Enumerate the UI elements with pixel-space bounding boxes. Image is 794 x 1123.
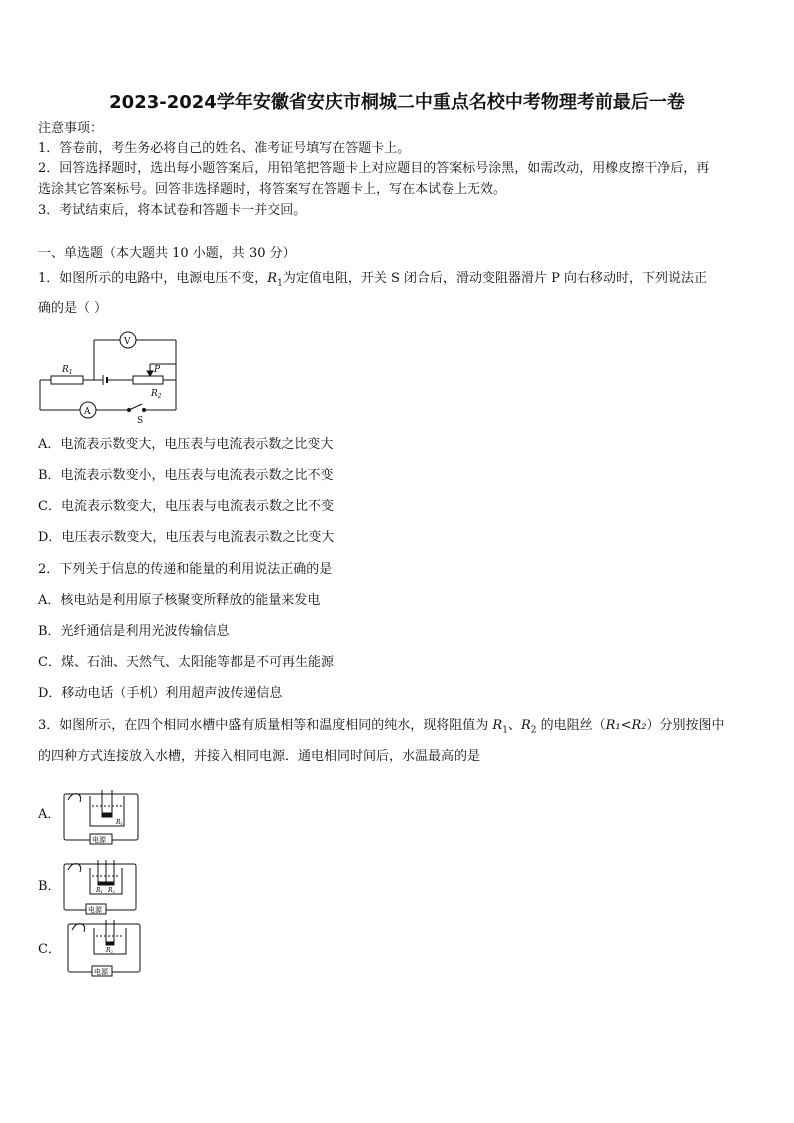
- q1-stem-cont: 确的是（ ）: [38, 301, 108, 316]
- notice-item-1: 1．答卷前，考生务必将自己的姓名、准考证号填写在答题卡上。: [38, 141, 411, 156]
- q3-sep: 、: [507, 718, 521, 733]
- q1-option-b[interactable]: B．电流表示数变小，电压表与电流表示数之比不变: [38, 468, 334, 483]
- q3-option-b-figure[interactable]: [62, 858, 140, 918]
- svg-text:R1: [61, 365, 73, 376]
- svg-text:R2: [150, 389, 162, 400]
- svg-text:R1: [115, 819, 123, 826]
- resistor-wire: [102, 813, 112, 817]
- notice-item-3: 3．考试结束后，将本试卷和答题卡一并交回。: [38, 203, 307, 218]
- q1-option-c[interactable]: C．电流表示数变大，电压表与电流表示数之比不变: [38, 499, 334, 514]
- q3-option-a-figure[interactable]: [62, 786, 140, 848]
- q3-r1-symbol: R: [492, 718, 503, 733]
- page-title: 2023-2024学年安徽省安庆市桐城二中重点名校中考物理考前最后一卷: [109, 92, 685, 113]
- q1-option-a[interactable]: A．电流表示数变大，电压表与电流表示数之比变大: [38, 437, 334, 452]
- label-p: P: [154, 365, 161, 375]
- q2-option-b[interactable]: B．光纤通信是利用光波传输信息: [38, 624, 230, 639]
- notice-item-2: 2．回答选择题时，选出每小题答案后，用铅笔把答题卡上对应题目的答案标号涂黑，如需改动，用橡皮擦干净后，再: [38, 161, 710, 176]
- q3-option-c-figure[interactable]: [66, 920, 144, 980]
- label-a: A: [84, 407, 91, 417]
- circuit-frame: [68, 924, 140, 972]
- q2-option-a[interactable]: A．核电站是利用原子核聚变所释放的能量来发电: [38, 593, 321, 608]
- resistor-r2: [133, 376, 163, 384]
- label-v: V: [124, 337, 131, 347]
- switch-icon: [68, 864, 81, 872]
- q1-stem-part2: 为定值电阻，开关 S 闭合后，滑动变阻器滑片 P 向右移动时，下列说法正: [282, 271, 707, 286]
- switch-icon: [68, 794, 81, 802]
- resistor-wire: [106, 882, 114, 885]
- resistor-label: R: [116, 819, 121, 826]
- resistor-sub: 1: [100, 889, 104, 894]
- q1-r-subscript: 1: [277, 278, 283, 289]
- notice-item-2-cont: 选涂其它答案标号。回答非选择题时，将答案写在答题卡上，写在本试卷上无效。: [38, 182, 507, 197]
- resistor-sub: 2: [110, 949, 114, 954]
- q3-option-c-label[interactable]: C．: [38, 942, 61, 957]
- q2-option-d[interactable]: D．移动电话（手机）利用超声波传递信息: [38, 686, 283, 701]
- q3-stem-part1: 3．如图所示，在四个相同水槽中盛有质量相等和温度相同的纯水，现将阻值为: [38, 718, 493, 733]
- resistor-r1: [51, 376, 83, 384]
- resistor-label: R: [108, 887, 113, 894]
- resistor-label: R: [96, 887, 101, 894]
- label-r2: R: [151, 389, 158, 399]
- notice-heading: 注意事项：: [38, 121, 104, 136]
- q3-compare: R₁<R₂: [605, 718, 647, 733]
- q3-option-b-label[interactable]: B．: [38, 879, 61, 894]
- section-heading: 一、单选题（本大题共 10 小题，共 30 分）: [38, 246, 296, 261]
- label-r2-sub: 2: [157, 393, 162, 400]
- label-s: S: [137, 416, 144, 425]
- svg-text:R2: [105, 947, 114, 954]
- q3-r1-sub: 1: [502, 725, 508, 736]
- resistor-wire: [98, 882, 106, 885]
- power-label: 电源: [94, 968, 108, 976]
- q1-stem-part1: 1．如图所示的电路中，电源电压不变，: [38, 271, 268, 286]
- resistor-sub: 2: [112, 889, 116, 894]
- switch-icon: [129, 404, 142, 410]
- resistor-sub: 1: [120, 821, 124, 826]
- power-label: 电源: [92, 836, 106, 844]
- resistor-wire: [106, 942, 114, 945]
- q3-stem-part2: 的电阻丝（: [536, 718, 606, 733]
- q1-r-symbol: R: [267, 271, 278, 286]
- q3-r2-symbol: R: [520, 718, 531, 733]
- q3-option-a-label[interactable]: A．: [38, 807, 61, 822]
- svg-text:R1: [95, 887, 103, 894]
- q1-option-d[interactable]: D．电压表示数变大，电压表与电流表示数之比变大: [38, 530, 335, 545]
- q3-r2-sub: 2: [530, 725, 537, 736]
- q3-stem-part3: ）分别按图中: [646, 718, 725, 733]
- resistor-label: R: [106, 947, 111, 954]
- switch-icon: [72, 924, 85, 932]
- power-label: 电源: [88, 906, 102, 914]
- slider-arrow-icon: [147, 371, 153, 376]
- label-r1-sub: 1: [68, 369, 73, 376]
- circuit-frame: [64, 794, 138, 840]
- q3-stem-cont: 的四种方式连接放入水槽，并接入相同电源．通电相同时间后，水温最高的是: [38, 749, 481, 764]
- q1-circuit-figure: [38, 330, 183, 425]
- q2-option-c[interactable]: C．煤、石油、天然气、太阳能等都是不可再生能源: [38, 655, 334, 670]
- svg-text:R2: [107, 887, 116, 894]
- q3-stem: [38, 717, 725, 740]
- q2-stem: 2．下列关于信息的传递和能量的利用说法正确的是: [38, 562, 333, 577]
- q1-stem: [38, 270, 707, 293]
- label-r1: R: [62, 365, 69, 375]
